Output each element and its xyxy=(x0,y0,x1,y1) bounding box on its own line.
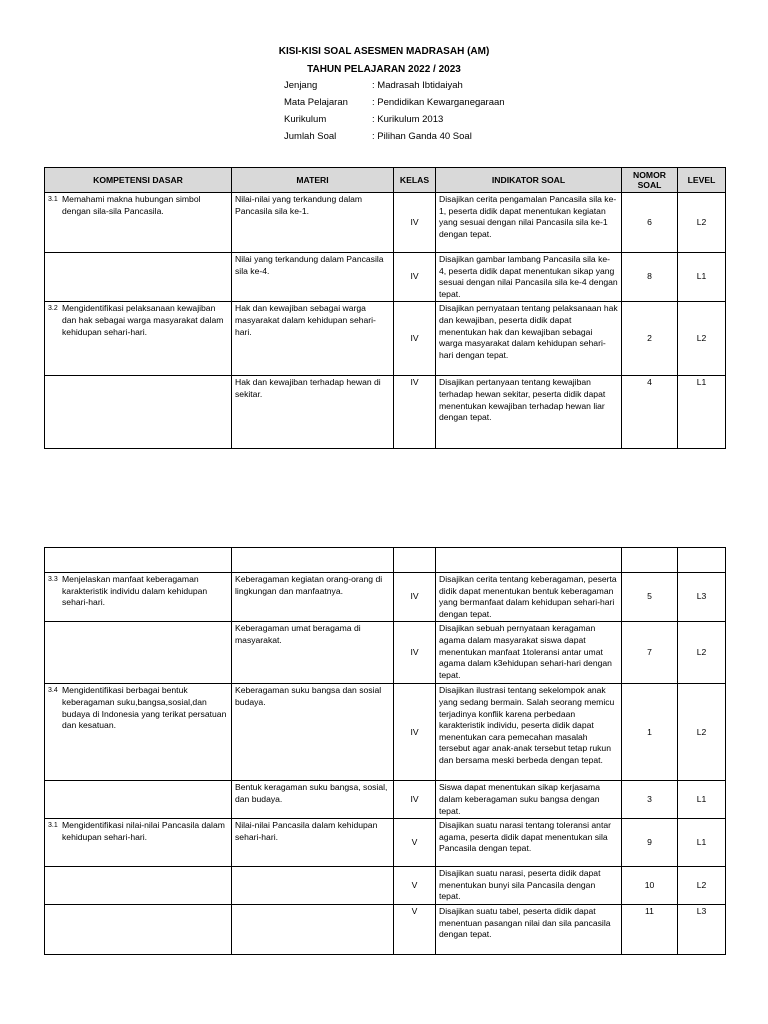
kd-cell xyxy=(45,253,232,302)
level-cell: L3 xyxy=(678,573,726,622)
kd-cell xyxy=(45,819,232,867)
table-row xyxy=(45,193,726,253)
table-row xyxy=(45,684,726,781)
indikator-cell: Disajikan suatu narasi tentang toleransi antar agama, peserta didik dapat menentukan sila Pancasila dengan tepat. xyxy=(436,819,622,867)
kd-number: 3.4 xyxy=(48,687,58,695)
kd-text: Mengidentifikasi nilai-nilai Pancasila dalam kehidupan sehari-hari. xyxy=(62,820,225,842)
col-header-materi: MATERI xyxy=(232,168,394,193)
indikator-cell: Disajikan pertanyaan tentang kewajiban terhadap hewan sekitar, peserta didik dapat menentukan kewajiban terhadap hewan liar dengan tepat. xyxy=(436,376,622,449)
indikator-cell: Disajikan pernyataan tentang pelaksanaan hak dan kewajiban, peserta didik dapat menentukan hak dan kewajiban sebagai warga masyarakat dalam kehidupan sehari-hari dengan tepat. xyxy=(436,302,622,376)
level-cell: L1 xyxy=(678,781,726,819)
kelas-cell: IV xyxy=(394,622,436,684)
table-row xyxy=(45,904,726,954)
nomor-cell: 4 xyxy=(622,376,678,449)
level-cell: L1 xyxy=(678,376,726,449)
kelas-cell: IV xyxy=(394,573,436,622)
col-header-level: LEVEL xyxy=(678,168,726,193)
meta-mata-pelajaran xyxy=(284,97,505,108)
nomor-cell: 9 xyxy=(622,819,678,867)
nomor-cell: 2 xyxy=(622,302,678,376)
kelas-cell: IV xyxy=(394,781,436,819)
nomor-cell: 11 xyxy=(622,904,678,954)
nomor-cell: 10 xyxy=(622,867,678,905)
materi-cell: Nilai-nilai yang terkandung dalam Pancasila sila ke-1. xyxy=(232,193,394,253)
meta-value: : Madrasah Ibtidaiyah xyxy=(372,80,463,91)
kd-number: 3.2 xyxy=(48,305,58,313)
col-header-indikator-soal: INDIKATOR SOAL xyxy=(436,168,622,193)
materi-cell: Hak dan kewajiban terhadap hewan di sekitar. xyxy=(232,376,394,449)
level-cell: L2 xyxy=(678,622,726,684)
table-row xyxy=(45,302,726,376)
kd-number: 3.3 xyxy=(48,576,58,583)
kisi-kisi-table-2 xyxy=(44,547,726,955)
nomor-cell: 8 xyxy=(622,253,678,302)
col-header-kelas: KELAS xyxy=(394,168,436,193)
indikator-cell: Disajikan suatu tabel, peserta didik dapat menentuan pasangan nilai dan sila pancasila dengan tepat. xyxy=(436,904,622,954)
kd-cell xyxy=(45,376,232,449)
level-cell: L2 xyxy=(678,684,726,781)
kd-cell xyxy=(45,573,232,622)
kelas-cell: V xyxy=(394,904,436,954)
table-row xyxy=(45,376,726,449)
table-row xyxy=(45,253,726,302)
meta-label: Mata Pelajaran xyxy=(284,97,348,108)
indikator-cell: Disajikan cerita tentang keberagaman, peserta didik dapat menentukan bentuk keberagaman yang bermanfaat dalam kehidupan sehari-hari dengan tepat. xyxy=(436,573,622,622)
materi-cell: Bentuk keragaman suku bangsa, sosial, dan budaya. xyxy=(232,781,394,819)
col-header-nomor-soal: NOMOR SOAL xyxy=(622,168,678,193)
kd-cell xyxy=(45,622,232,684)
materi-cell xyxy=(232,867,394,905)
kd-text: Memahami makna hubungan simbol dengan sila-sila Pancasila. xyxy=(62,194,201,216)
kd-text: Menjelaskan manfaat keberagaman karakteristik individu dalam kehidupan sehari-hari. xyxy=(62,574,208,608)
kd-cell xyxy=(45,781,232,819)
kelas-cell: IV xyxy=(394,684,436,781)
kelas-cell: V xyxy=(394,867,436,905)
materi-cell: Keberagaman umat beragama di masyarakat. xyxy=(232,622,394,684)
kd-cell xyxy=(45,193,232,253)
level-cell: L2 xyxy=(678,867,726,905)
nomor-cell: 6 xyxy=(622,193,678,253)
meta-value: : Pilihan Ganda 40 Soal xyxy=(372,131,472,142)
indikator-cell: Disajikan cerita pengamalan Pancasila sila ke- 1, peserta didik dapat menentukan kegiatan yang sesuai dengan nilai Pancasila sila ke-1 dengan tepat. xyxy=(436,193,622,253)
kelas-cell: IV xyxy=(394,376,436,449)
materi-cell: Nilai yang terkandung dalam Pancasila sila ke-4. xyxy=(232,253,394,302)
meta-jenjang xyxy=(284,80,463,91)
indikator-cell: Disajikan ilustrasi tentang sekelompok anak yang sedang bermain. Salah seorang memicu terjadinya konflik karena perbedaan karakteristik individu, peserta didik dapat menentukan cara pemecahan masalah tersebut agar anak-anak tersebut tetap rukun dan bersama meski berbeda dengan tepat. xyxy=(436,684,622,781)
level-cell: L2 xyxy=(678,302,726,376)
kd-text: Mengidentifikasi berbagai bentuk keberagaman suku,bangsa,sosial,dan budaya di Indonesia yang terikat persatuan dan kesatuan. xyxy=(62,685,227,731)
materi-cell xyxy=(232,904,394,954)
kisi-kisi-table-1 xyxy=(44,167,726,449)
meta-label: Kurikulum xyxy=(284,114,327,125)
nomor-cell: 3 xyxy=(622,781,678,819)
nomor-cell: 5 xyxy=(622,573,678,622)
level-cell: L3 xyxy=(678,904,726,954)
materi-cell: Keberagaman suku bangsa dan sosial budaya. xyxy=(232,684,394,781)
level-cell: L1 xyxy=(678,819,726,867)
materi-cell: Nilai-nilai Pancasila dalam kehidupan sehari-hari. xyxy=(232,819,394,867)
empty-row xyxy=(45,548,726,573)
kelas-cell: IV xyxy=(394,193,436,253)
table-row xyxy=(45,573,726,622)
document-subtitle: TAHUN PELAJARAN 2022 / 2023 xyxy=(307,64,461,75)
table-row xyxy=(45,781,726,819)
indikator-cell: Disajikan sebuah pernyataan keragaman agama dalam masyarakat siswa dapat menentukan manfaat 1toleransi antar umat agama dalam k3ehidupan sehari-hari dengan tepat. xyxy=(436,622,622,684)
indikator-cell: Disajikan gambar lambang Pancasila sila ke- 4, peserta didik dapat menentukan sikap yang sesuai dengan nilai Pancasila sila ke-4 dengan tepat. xyxy=(436,253,622,302)
indikator-cell: Siswa dapat menentukan sikap kerjasama dalam keberagaman suku bangsa dengan tepat. xyxy=(436,781,622,819)
kelas-cell: IV xyxy=(394,302,436,376)
kd-text: Mengidentifikasi pelaksanaan kewajiban dan hak sebagai warga masyarakat dalam kehidupan sehari-hari. xyxy=(62,303,224,337)
materi-cell: Hak dan kewajiban sebagai warga masyarakat dalam kehidupan sehari-hari. xyxy=(232,302,394,376)
kd-cell xyxy=(45,867,232,905)
kd-number: 3.1 xyxy=(48,196,58,203)
level-cell: L2 xyxy=(678,193,726,253)
meta-label: Jumlah Soal xyxy=(284,131,337,142)
materi-cell: Keberagaman kegiatan orang-orang di lingkungan dan manfaatnya. xyxy=(232,573,394,622)
table-row xyxy=(45,622,726,684)
level-cell: L1 xyxy=(678,253,726,302)
table-row xyxy=(45,819,726,867)
kd-number: 3.1 xyxy=(48,822,58,830)
nomor-cell: 7 xyxy=(622,622,678,684)
meta-label: Jenjang xyxy=(284,80,318,91)
col-header-kompetensi-dasar: KOMPETENSI DASAR xyxy=(45,168,232,193)
table-row xyxy=(45,867,726,905)
meta-value: : Pendidikan Kewarganegaraan xyxy=(372,97,505,108)
nomor-cell: 1 xyxy=(622,684,678,781)
kd-cell xyxy=(45,904,232,954)
indikator-cell: Disajikan suatu narasi, peserta didik dapat menentukan bunyi sila Pancasila dengan tepat. xyxy=(436,867,622,905)
meta-kurikulum xyxy=(284,114,443,125)
document-title: KISI-KISI SOAL ASESMEN MADRASAH (AM) xyxy=(278,46,490,57)
meta-value: : Kurikulum 2013 xyxy=(372,114,444,125)
kelas-cell: V xyxy=(394,819,436,867)
kelas-cell: IV xyxy=(394,253,436,302)
kd-cell xyxy=(45,302,232,376)
meta-jumlah-soal xyxy=(284,131,472,142)
kd-cell xyxy=(45,684,232,781)
